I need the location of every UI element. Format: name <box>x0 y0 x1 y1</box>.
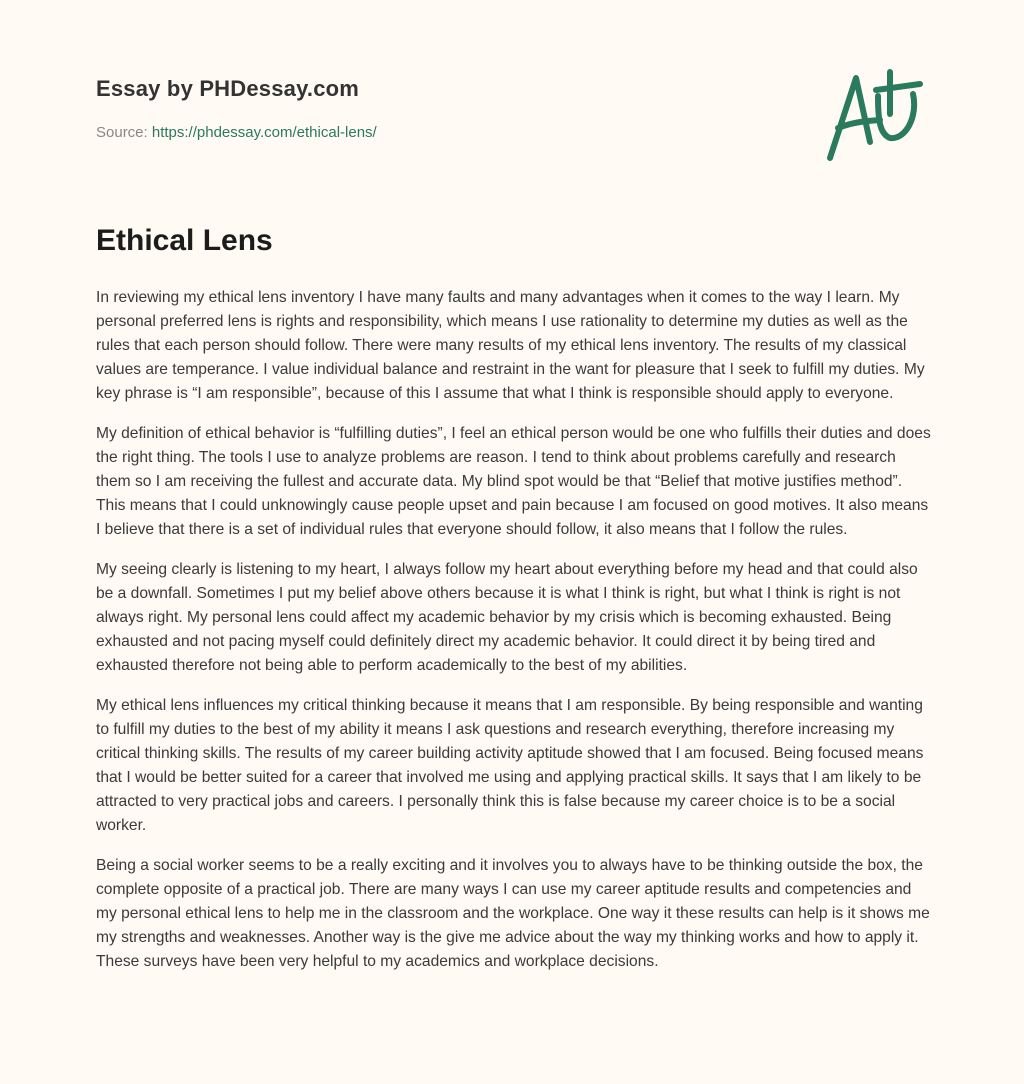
paragraph: My seeing clearly is listening to my heart, I always follow my heart about everything before my head and that could also be a downfall. Sometimes I put my belief above others because it is what I think is right, but what I think is right is not always right. My personal lens could affect my academic behavior by my crisis which is becoming exhausted. Being exhausted and not pacing myself could definitely direct my academic behavior. It could direct it by being tired and exhausted therefore not being able to perform academically to the best of my abilities. <box>96 561 918 674</box>
source-line <box>96 124 377 141</box>
paragraph: Being a social worker seems to be a really exciting and it involves you to always have to be thinking outside the box, the complete opposite of a practical job. There are many ways I can use my career aptitude results and competencies and my personal ethical lens to help me in the classroom and the workplace. One way it these results can help is it shows me my strengths and weaknesses. Another way is the give me advice about the way my thinking works and how to apply it. These surveys have been very helpful to my academics and workplace decisions. <box>96 857 930 970</box>
source-link[interactable]: https://phdessay.com/ethical-lens/ <box>151 124 377 141</box>
essay-title: Ethical Lens <box>96 224 273 257</box>
source-label: Source: <box>96 124 152 141</box>
site-brand: Essay by PHDessay.com <box>96 76 360 101</box>
paragraph: My definition of ethical behavior is “fulfilling duties”, I feel an ethical person would be one who fulfills their duties and does the right thing. The tools I use to analyze problems are reason. I tend to think about problems carefully and research them so I am receiving the fullest and accurate data. My blind spot would be that “Belief that motive justifies method”. This means that I could unknowingly cause people upset and pain because I am focused on good motives. It also means I believe that there is a set of individual rules that everyone should follow, it also means that I follow the rules. <box>96 425 931 538</box>
essay-body <box>96 286 932 990</box>
paragraph: My ethical lens influences my critical thinking because it means that I am responsible. By being responsible and wanting to fulfill my duties to the best of my ability it means I ask questions and research everything, therefore increasing my critical thinking skills. The results of my career building activity aptitude showed that I am focused. Being focused means that I would be better suited for a career that involved me using and applying practical skills. It says that I am likely to be attracted to very practical jobs and careers. I personally think this is false because my career choice is to be a social worker. <box>96 697 924 834</box>
paragraph: In reviewing my ethical lens inventory I have many faults and many advantages when it comes to the way I learn. My personal preferred lens is rights and responsibility, which means I use rationality to determine my duties as well as the rules that each person should follow. There were many results of my ethical lens inventory. The results of my classical values are temperance. I value individual balance and restraint in the want for pleasure that I seek to fulfill my duties. My key phrase is “I am responsible”, because of this I assume that what I think is responsible should apply to everyone. <box>96 289 925 402</box>
a-plus-logo-icon <box>818 66 928 166</box>
